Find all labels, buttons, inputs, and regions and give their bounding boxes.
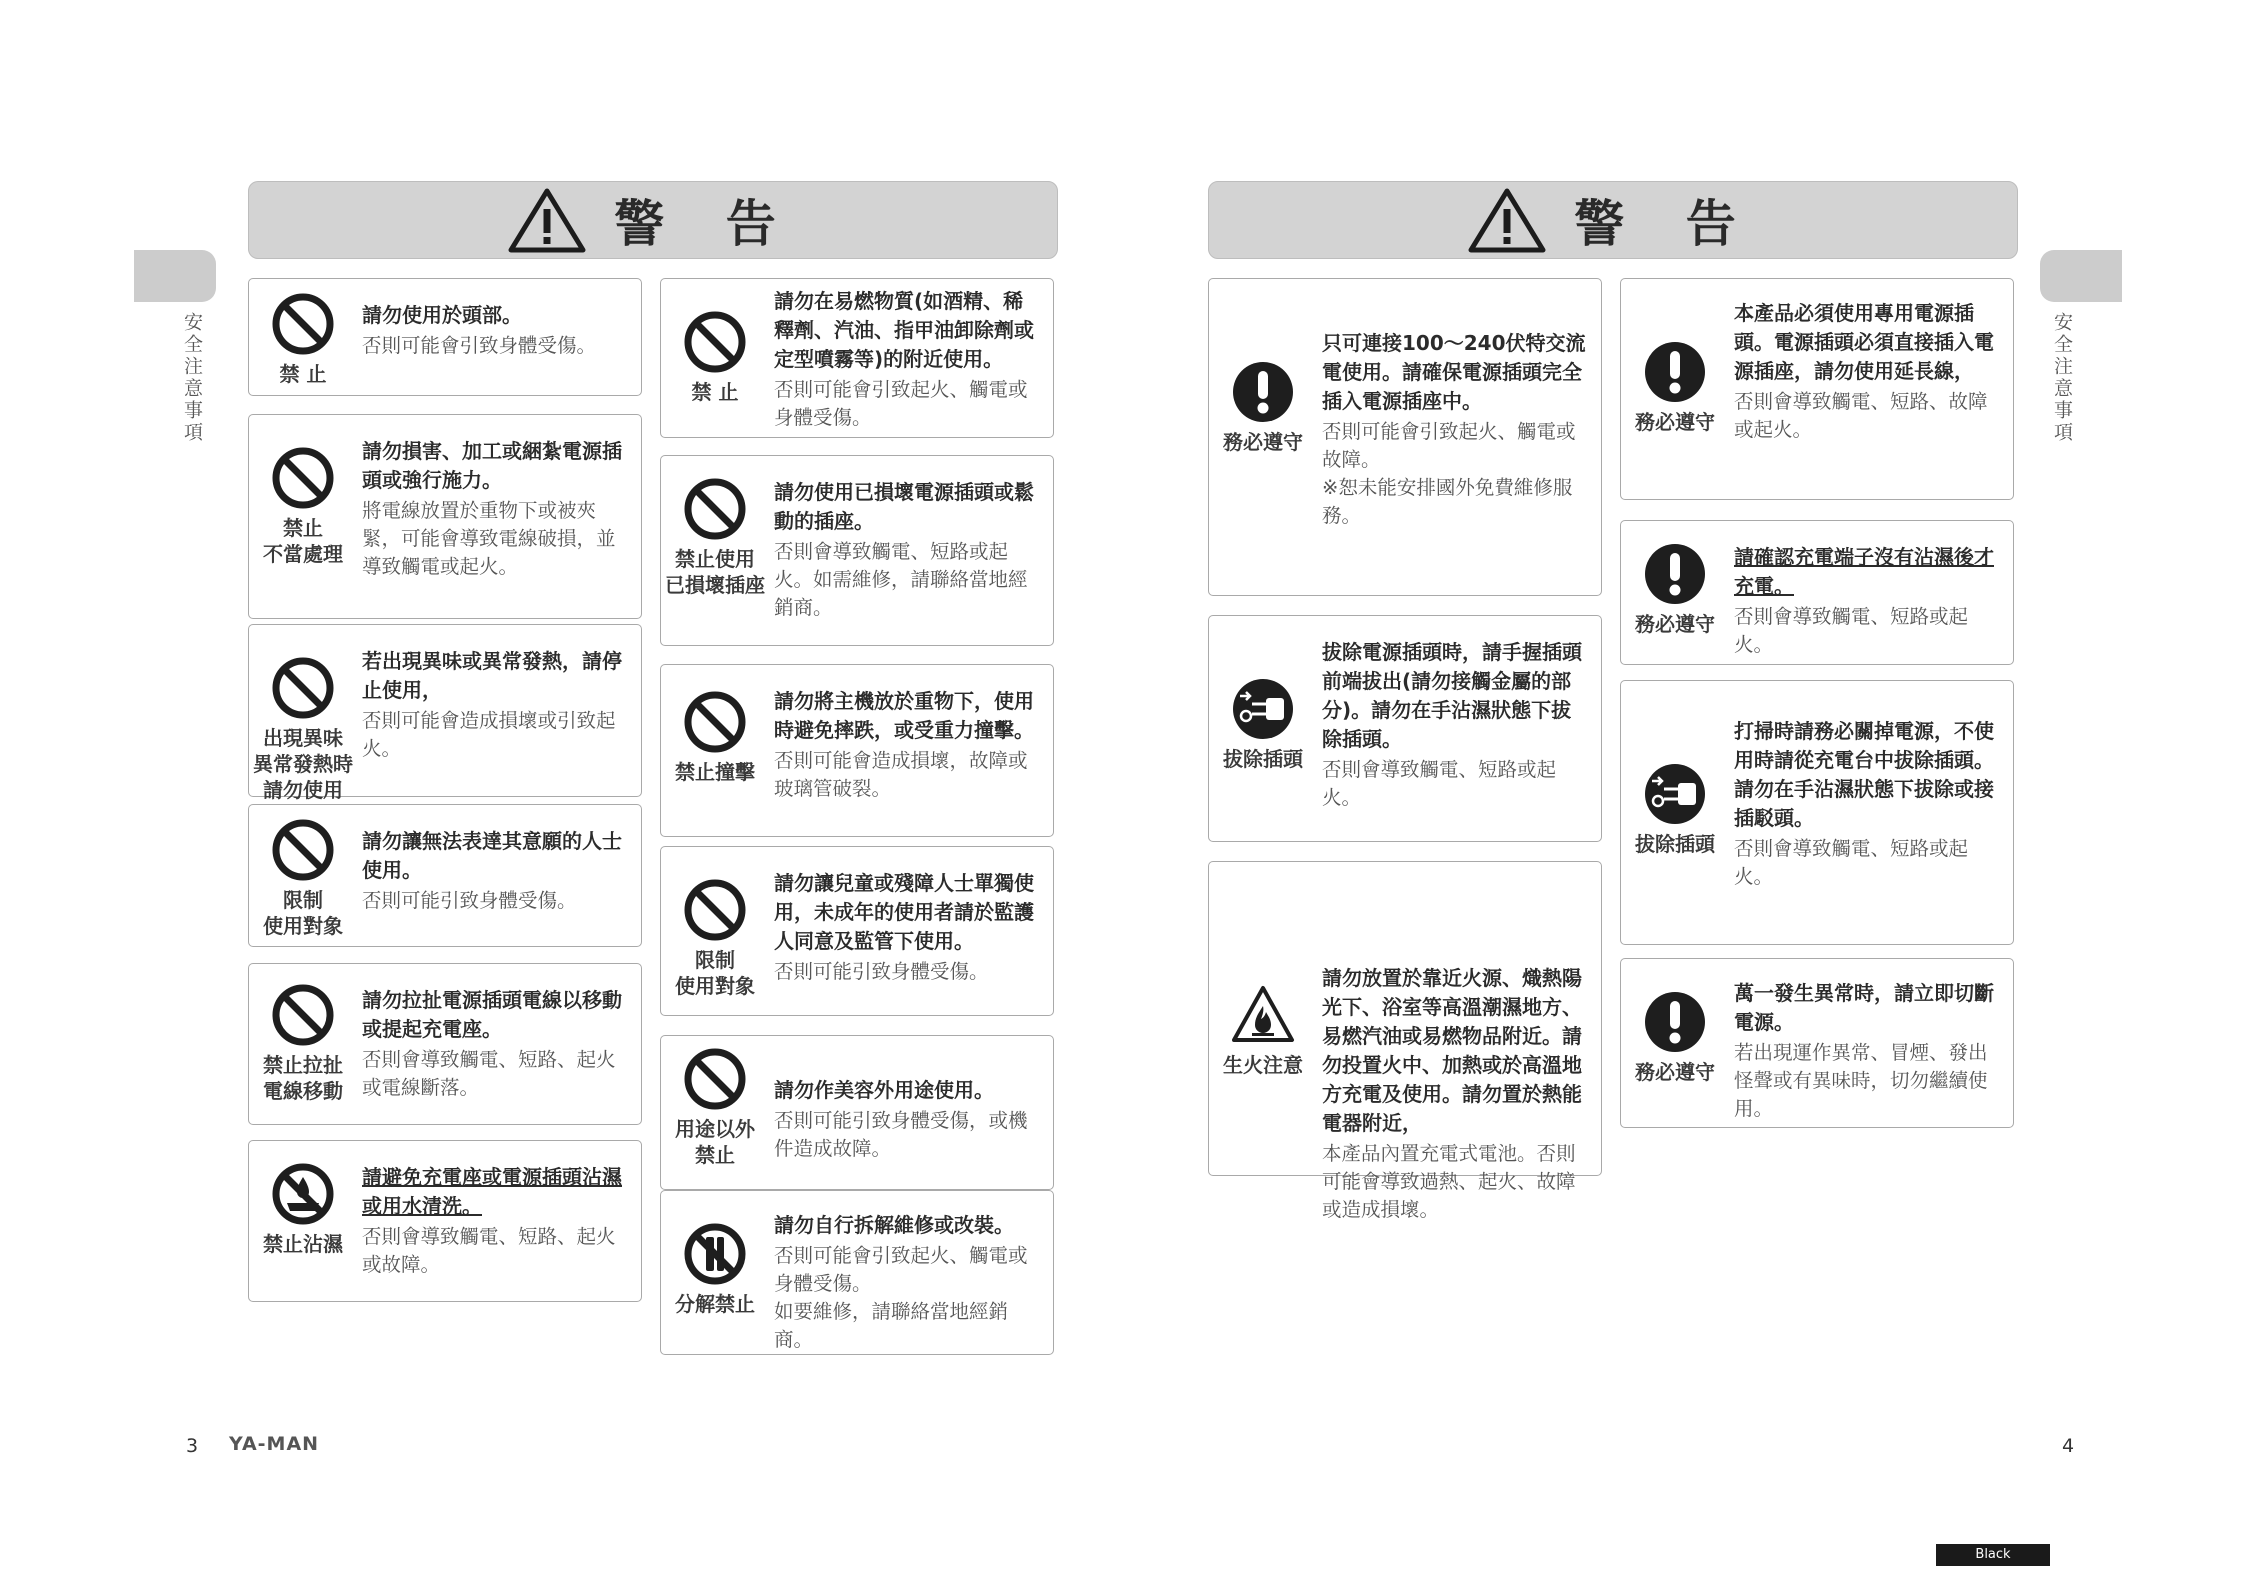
warning-item-heading: 請勿讓無法表達其意願的人士使用。 (362, 829, 622, 882)
warning-item-icon-group (249, 817, 357, 939)
warning-item-text (774, 869, 1039, 986)
warning-item-heading: 請勿損害、加工或綑紮電源插頭或強行施力。 (362, 439, 622, 492)
warning-item-body: 否則可能會造成損壞，故障或玻璃管破裂。 (774, 749, 1028, 800)
warning-item-label: 禁止沾濕 (263, 1232, 343, 1256)
warning-item (660, 664, 1054, 837)
mandatory-icon (1642, 541, 1708, 607)
warning-item-icon-group (661, 877, 769, 999)
warning-item-body: 否則可能引致身體受傷。 (774, 960, 989, 983)
warning-item-icon-group (1621, 989, 1729, 1085)
warning-banner-right (1208, 181, 2018, 259)
warning-item-text (1322, 964, 1587, 1224)
warning-item-body: 否則會導致觸電、短路或起火。 (1322, 758, 1557, 809)
warning-item-body: 將電線放置於重物下或被夾緊，可能會導致電線破損，並導致觸電或起火。 (362, 499, 616, 578)
prohibit-icon (270, 445, 336, 511)
warning-item-text (1322, 329, 1587, 530)
warning-item-label: 禁 止 (279, 362, 327, 386)
warning-item-text (1734, 299, 1999, 444)
warning-triangle-icon (1468, 187, 1546, 253)
warning-item-icon-group (249, 291, 357, 387)
fire-warning-icon (1230, 982, 1296, 1048)
warning-item-label: 禁止 不當處理 (263, 516, 343, 566)
warning-item-text (1734, 543, 1999, 659)
warning-item (1620, 958, 2014, 1128)
warning-item-label: 生火注意 (1223, 1053, 1303, 1077)
warning-item-body: 否則會導致觸電、短路、起火或電線斷落。 (362, 1048, 616, 1099)
warning-item-body: 若出現運作異常、冒煙、發出怪聲或有異味時，切勿繼續使用。 (1734, 1041, 1988, 1120)
warning-item-label: 限制 使用對象 (675, 948, 755, 998)
warning-item-icon-group (249, 982, 357, 1104)
warning-item-icon-group (249, 1161, 357, 1257)
warning-item-heading: 請勿拉扯電源插頭電線以移動或提起充電座。 (362, 988, 622, 1041)
warning-item-icon-group (249, 445, 357, 567)
warning-item (248, 1140, 642, 1302)
no-disassemble-icon (682, 1221, 748, 1287)
unplug-icon (1230, 676, 1296, 742)
warning-item-text (362, 827, 627, 915)
warning-item-icon-group (661, 476, 769, 598)
warning-item (1208, 615, 1602, 842)
warning-item-heading: 打掃時請務必關掉電源，不使用時請從充電台中拔除插頭。請勿在手沾濕狀態下拔除或接插駁頭。 (1734, 719, 1994, 830)
warning-item-body: 否則會導致觸電、短路、故障或起火。 (1734, 390, 1988, 441)
prohibit-icon (270, 982, 336, 1048)
print-color-tag: Black (1936, 1544, 2050, 1566)
banner-title: 警 告 (1574, 195, 1758, 253)
warning-item-body: 否則可能引致身體受傷。 (362, 889, 577, 912)
brand-logo: YA-MAN (229, 1433, 320, 1455)
side-section-label: 安全注意事項 (2051, 312, 2073, 444)
warning-item (1208, 278, 1602, 596)
warning-item-body: 本產品內置充電式電池。否則可能會導致過熱、起火、故障或造成損壞。 (1322, 1142, 1576, 1221)
banner-title: 警 告 (614, 195, 798, 253)
warning-item (1620, 680, 2014, 945)
warning-item-heading: 請避免充電座或電源插頭沾濕或用水清洗。 (362, 1165, 622, 1218)
warning-item-icon-group (1209, 982, 1317, 1078)
warning-item-body: 否則可能會引致起火、觸電或身體受傷。 如要維修，請聯絡當地經銷商。 (774, 1244, 1028, 1351)
warning-item-text (1734, 717, 1999, 891)
mandatory-icon (1642, 989, 1708, 1055)
warning-item-body: 否則可能會引致起火、觸電或故障。 ※恕未能安排國外免費維修服務。 (1322, 420, 1576, 527)
warning-item-heading: 只可連接100～240伏特交流電使用。請確保電源插頭完全插入電源插座中。 (1322, 331, 1586, 413)
warning-item-heading: 本產品必須使用專用電源插頭。電源插頭必須直接插入電源插座，請勿使用延長線， (1734, 301, 1994, 383)
unplug-icon (1642, 761, 1708, 827)
warning-item-icon-group (249, 655, 357, 803)
warning-item-heading: 若出現異味或異常發熱，請停止使用， (362, 649, 622, 702)
prohibit-icon (270, 291, 336, 357)
warning-item (248, 963, 642, 1125)
warning-item-icon-group (661, 689, 769, 785)
warning-item-icon-group (1621, 541, 1729, 637)
warning-item-heading: 請勿放置於靠近火源、熾熱陽光下、浴室等高溫潮濕地方、易燃汽油或易燃物品附近。請勿投置火中、加熱或於高溫地方充電及使用。請勿置於熱能電器附近， (1322, 966, 1582, 1135)
warning-item-icon-group (1209, 676, 1317, 772)
warning-item (660, 278, 1054, 438)
warning-item-heading: 請確認充電端子沒有沾濕後才充電。 (1734, 545, 1994, 598)
warning-item-label: 用途以外 禁止 (675, 1117, 755, 1167)
warning-item-body: 否則會導致觸電、短路或起火。如需維修，請聯絡當地經銷商。 (774, 540, 1028, 619)
warning-item-text (362, 647, 627, 763)
warning-item-label: 禁止拉扯 電線移動 (263, 1053, 343, 1103)
prohibit-icon (682, 1046, 748, 1112)
prohibit-icon (682, 476, 748, 542)
warning-item-label: 務必遵守 (1635, 410, 1715, 434)
warning-item-body: 否則會導致觸電、短路或起火。 (1734, 837, 1969, 888)
warning-item-heading: 拔除電源插頭時，請手握插頭前端拔出(請勿接觸金屬的部分)。請勿在手沾濕狀態下拔除插頭。 (1322, 640, 1582, 751)
warning-item-label: 分解禁止 (675, 1292, 755, 1316)
warning-item-text (774, 687, 1039, 803)
warning-item (248, 804, 642, 947)
warning-item-icon-group (661, 1046, 769, 1168)
warning-item (660, 1035, 1054, 1190)
warning-item (660, 846, 1054, 1016)
warning-item (248, 414, 642, 619)
warning-item-body: 否則會導致觸電、短路、起火或故障。 (362, 1225, 616, 1276)
warning-item-text (1322, 638, 1587, 812)
warning-item-heading: 請勿在易燃物質(如酒精、稀釋劑、汽油、指甲油卸除劑或定型噴霧等)的附近使用。 (774, 289, 1034, 371)
warning-item (660, 1190, 1054, 1355)
section-tab-left (134, 250, 216, 302)
warning-item-label: 務必遵守 (1635, 612, 1715, 636)
warning-item (1208, 861, 1602, 1221)
warning-item-icon-group (661, 309, 769, 405)
warning-item-label: 限制 使用對象 (263, 888, 343, 938)
warning-item-heading: 請勿自行拆解維修或改裝。 (774, 1213, 1014, 1237)
warning-item (248, 278, 642, 396)
warning-item-label: 務必遵守 (1223, 430, 1303, 454)
warning-item-body: 否則可能會引致身體受傷。 (362, 334, 597, 357)
warning-item-icon-group (661, 1221, 769, 1317)
warning-item-text (362, 437, 627, 581)
warning-item-text (362, 1163, 627, 1279)
warning-banner-left (248, 181, 1058, 259)
warning-item-label: 務必遵守 (1635, 1060, 1715, 1084)
warning-item (1620, 520, 2014, 665)
warning-item (660, 455, 1054, 646)
warning-item (248, 624, 642, 802)
warning-item-body: 否則可能引致身體受傷，或機件造成故障。 (774, 1109, 1028, 1160)
warning-item-text (774, 1076, 1039, 1163)
warning-item-body: 否則會導致觸電、短路或起火。 (1734, 605, 1969, 656)
warning-item-heading: 請勿作美容外用途使用。 (774, 1078, 994, 1102)
prohibit-icon (270, 655, 336, 721)
prohibit-icon (270, 817, 336, 883)
warning-item-text (774, 287, 1039, 432)
warning-item-body: 否則可能會造成損壞或引致起火。 (362, 709, 616, 760)
warning-item-text (362, 301, 627, 360)
warning-item-text (774, 478, 1039, 622)
warning-item-body: 否則可能會引致起火、觸電或身體受傷。 (774, 378, 1028, 429)
warning-item-heading: 請勿使用已損壞電源插頭或鬆動的插座。 (774, 480, 1034, 533)
warning-item (1620, 278, 2014, 500)
warning-item-label: 拔除插頭 (1635, 832, 1715, 856)
warning-item-label: 禁 止 (691, 380, 739, 404)
warning-item-label: 出現異味 異常發熱時 請勿使用 (253, 726, 353, 802)
warning-item-icon-group (1621, 339, 1729, 435)
warning-item-label: 禁止撞擊 (675, 760, 755, 784)
mandatory-icon (1230, 359, 1296, 425)
prohibit-icon (682, 877, 748, 943)
warning-item-heading: 萬一發生異常時，請立即切斷電源。 (1734, 981, 1994, 1034)
warning-item-heading: 請勿將主機放於重物下，使用時避免摔跌，或受重力撞擊。 (774, 689, 1034, 742)
section-tab-right (2040, 250, 2122, 302)
warning-item-heading: 請勿讓兒童或殘障人士單獨使用，未成年的使用者請於監護人同意及監管下使用。 (774, 871, 1034, 953)
warning-triangle-icon (508, 187, 586, 253)
warning-item-heading: 請勿使用於頭部。 (362, 303, 522, 327)
side-section-label: 安全注意事項 (181, 312, 203, 444)
warning-item-label: 拔除插頭 (1223, 747, 1303, 771)
warning-item-icon-group (1209, 359, 1317, 455)
warning-item-text (362, 986, 627, 1102)
warning-item-icon-group (1621, 761, 1729, 857)
mandatory-icon (1642, 339, 1708, 405)
warning-item-text (774, 1211, 1039, 1354)
page-number-right: 4 (2062, 1435, 2075, 1457)
page-number-left: 3 (186, 1435, 199, 1457)
prohibit-icon (682, 309, 748, 375)
warning-item-text (1734, 979, 1999, 1123)
prohibit-icon (682, 689, 748, 755)
warning-item-label: 禁止使用 已損壞插座 (665, 547, 765, 597)
no-wet-icon (270, 1161, 336, 1227)
